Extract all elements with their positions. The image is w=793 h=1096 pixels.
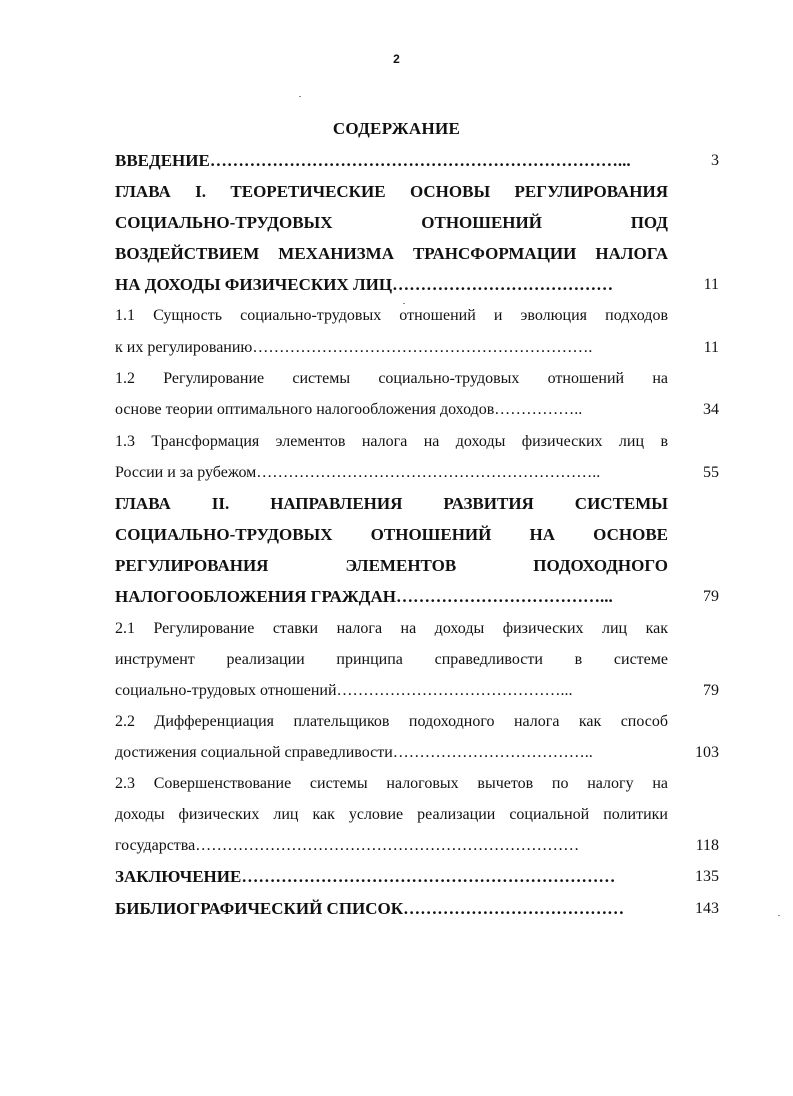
toc-section-2-1-line-3[interactable]: социально-трудовых отношений……………………………………... <box>115 682 573 699</box>
toc-page-chapter-1: 11 <box>703 276 719 293</box>
toc-section-1-1-line-1[interactable]: 1.1 Сущность социально-трудовых отношений и эволюция подходов <box>115 307 668 324</box>
toc-page-chapter-2: 79 <box>703 588 719 605</box>
toc-chapter-1-line-1[interactable]: ГЛАВА I. ТЕОРЕТИЧЕСКИЕ ОСНОВЫ РЕГУЛИРОВАНИЯ <box>115 182 668 201</box>
scan-speck <box>403 303 405 304</box>
toc-section-2-3-line-2[interactable]: доходы физических лиц как условие реализации социальной политики <box>115 806 668 823</box>
toc-section-2-2-line-2[interactable]: достижения социальной справедливости……………………………….. <box>115 744 593 761</box>
toc-page-bibliography: 143 <box>695 900 719 917</box>
toc-chapter-1-line-2[interactable]: СОЦИАЛЬНО-ТРУДОВЫХ ОТНОШЕНИЙ ПОД <box>115 213 668 232</box>
page-number: 2 <box>393 52 400 66</box>
toc-entry-intro[interactable]: ВВЕДЕНИЕ………………………………………………………………... <box>115 151 631 170</box>
toc-section-2-1-line-1[interactable]: 2.1 Регулирование ставки налога на доходы физических лиц как <box>115 620 668 637</box>
toc-page-section-1-2: 34 <box>703 401 719 418</box>
toc-entry-conclusion[interactable]: ЗАКЛЮЧЕНИЕ………………………………………………………… <box>115 867 616 886</box>
toc-page-section-1-3: 55 <box>703 464 719 481</box>
toc-page-section-2-1: 79 <box>703 682 719 699</box>
toc-chapter-2-line-1[interactable]: ГЛАВА II. НАПРАВЛЕНИЯ РАЗВИТИЯ СИСТЕМЫ <box>115 494 668 513</box>
toc-page-section-2-3: 118 <box>695 837 719 854</box>
toc-section-1-2-line-2[interactable]: основе теории оптимального налогообложения доходов…………….. <box>115 401 583 418</box>
toc-page-section-2-2: 103 <box>695 744 719 761</box>
toc-section-2-2-line-1[interactable]: 2.2 Дифференциация плательщиков подоходного налога как способ <box>115 713 668 730</box>
toc-page-section-1-1: 11 <box>703 339 719 356</box>
toc-entry-bibliography[interactable]: БИБЛИОГРАФИЧЕСКИЙ СПИСОК………………………………… <box>115 899 625 918</box>
toc-section-1-2-line-1[interactable]: 1.2 Регулирование системы социально-трудовых отношений на <box>115 370 668 387</box>
toc-chapter-2-line-2[interactable]: СОЦИАЛЬНО-ТРУДОВЫХ ОТНОШЕНИЙ НА ОСНОВЕ <box>115 525 668 544</box>
toc-chapter-1-line-4[interactable]: НА ДОХОДЫ ФИЗИЧЕСКИХ ЛИЦ………………………………… <box>115 275 614 294</box>
toc-page-intro: 3 <box>711 152 719 169</box>
toc-section-1-3-line-1[interactable]: 1.3 Трансформация элементов налога на доходы физических лиц в <box>115 433 668 450</box>
scan-speck <box>778 915 780 916</box>
toc-chapter-2-line-4[interactable]: НАЛОГООБЛОЖЕНИЯ ГРАЖДАН………………………………... <box>115 587 613 606</box>
toc-section-1-3-line-2[interactable]: России и за рубежом……………………………………………………….. <box>115 464 601 481</box>
page-title: СОДЕРЖАНИЕ <box>332 119 461 138</box>
toc-chapter-2-line-3[interactable]: РЕГУЛИРОВАНИЯ ЭЛЕМЕНТОВ ПОДОХОДНОГО <box>115 556 668 575</box>
toc-section-2-3-line-3[interactable]: государства……………………………………………………………… <box>115 837 580 854</box>
toc-page-conclusion: 135 <box>695 868 719 885</box>
toc-section-2-1-line-2[interactable]: инструмент реализации принципа справедливости в системе <box>115 651 668 668</box>
toc-section-1-1-line-2[interactable]: к их регулированию………………………………………………………. <box>115 339 593 356</box>
toc-section-2-3-line-1[interactable]: 2.3 Совершенствование системы налоговых вычетов по налогу на <box>115 775 668 792</box>
toc-chapter-1-line-3[interactable]: ВОЗДЕЙСТВИЕМ МЕХАНИЗМА ТРАНСФОРМАЦИИ НАЛОГА <box>115 244 668 263</box>
scan-speck <box>299 96 301 97</box>
